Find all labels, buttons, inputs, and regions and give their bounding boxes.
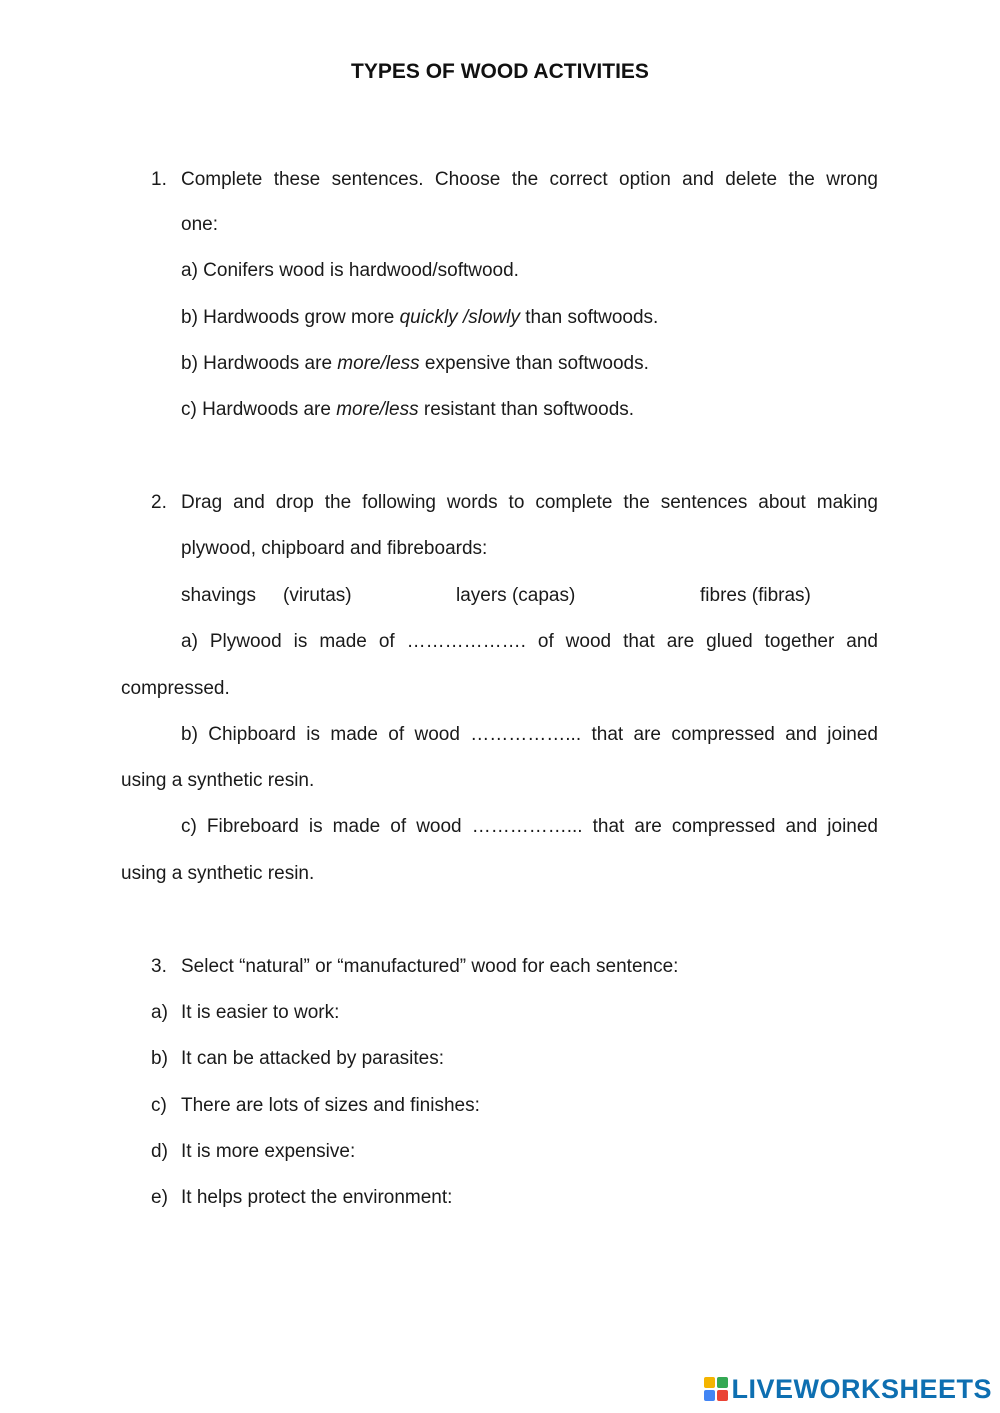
question-3-instruction: Select “natural” or “manufactured” wood for each sentence: [181, 956, 679, 977]
q2-sentence-c[interactable]: c) Fibreboard is made of wood ……………... that are compressed and joined [181, 816, 878, 837]
q3-item-a-text: It is easier to work: [181, 1002, 340, 1023]
question-1-number: 1. [151, 169, 167, 190]
q1-item-b1-options[interactable]: quickly /slowly [399, 307, 520, 328]
liveworksheets-logo-icon [703, 1376, 729, 1402]
liveworksheets-logo-text: LIVEWORKSHEETS [731, 1373, 992, 1404]
question-1-instruction: Complete these sentences. Choose the correct option and delete the wrong [181, 169, 878, 190]
q2-sentence-a-cont: compressed. [121, 678, 230, 699]
drag-word-fibres[interactable]: fibres (fibras) [700, 585, 811, 606]
question-2-instruction-cont: plywood, chipboard and fibreboards: [181, 538, 488, 559]
q3-item-c-label: c) [151, 1095, 167, 1116]
q1-item-b2-options[interactable]: more/less [337, 353, 420, 374]
question-2-instruction: Drag and drop the following words to complete the sentences about making [181, 492, 878, 513]
q1-item-c-options[interactable]: more/less [336, 399, 419, 420]
drag-word-virutas[interactable]: (virutas) [283, 585, 352, 606]
q3-item-c-text: There are lots of sizes and finishes: [181, 1095, 480, 1116]
q2-sentence-b[interactable]: b) Chipboard is made of wood ……………... that are compressed and joined [181, 724, 878, 745]
q2-sentence-c-cont: using a synthetic resin. [121, 863, 315, 884]
q1-item-c[interactable] [181, 398, 634, 422]
q3-item-d-label: d) [151, 1141, 168, 1162]
drag-word-shavings[interactable]: shavings [181, 585, 256, 606]
q3-item-e-label: e) [151, 1187, 168, 1208]
q3-item-e-text: It helps protect the environment: [181, 1187, 453, 1208]
q3-item-a-label: a) [151, 1002, 168, 1023]
q1-item-c-post: resistant than softwoods. [418, 399, 635, 420]
drag-word-layers[interactable]: layers (capas) [456, 585, 576, 606]
q1-item-c-pre: c) Hardwoods are [181, 399, 337, 420]
q1-item-a[interactable]: a) Conifers wood is hardwood/softwood. [181, 260, 519, 281]
q1-item-b2[interactable] [181, 352, 649, 376]
q2-sentence-b-cont: using a synthetic resin. [121, 770, 315, 791]
question-3-number: 3. [151, 956, 167, 977]
liveworksheets-logo[interactable] [703, 1371, 992, 1407]
q1-item-b1[interactable] [181, 306, 658, 330]
question-1-instruction-cont: one: [181, 214, 218, 235]
q2-sentence-a[interactable]: a) Plywood is made of ………………. of wood that are glued together and [181, 631, 878, 652]
q1-item-b1-post: than softwoods. [519, 307, 659, 328]
q1-item-b1-pre: b) Hardwoods grow more [181, 307, 400, 328]
q3-item-d-text: It is more expensive: [181, 1141, 356, 1162]
q1-item-b2-post: expensive than softwoods. [419, 353, 649, 374]
page-title: TYPES OF WOOD ACTIVITIES [351, 60, 649, 83]
q1-item-b2-pre: b) Hardwoods are [181, 353, 338, 374]
q3-item-b-text: It can be attacked by parasites: [181, 1048, 444, 1069]
q3-item-b-label: b) [151, 1048, 168, 1069]
question-2-number: 2. [151, 492, 167, 513]
